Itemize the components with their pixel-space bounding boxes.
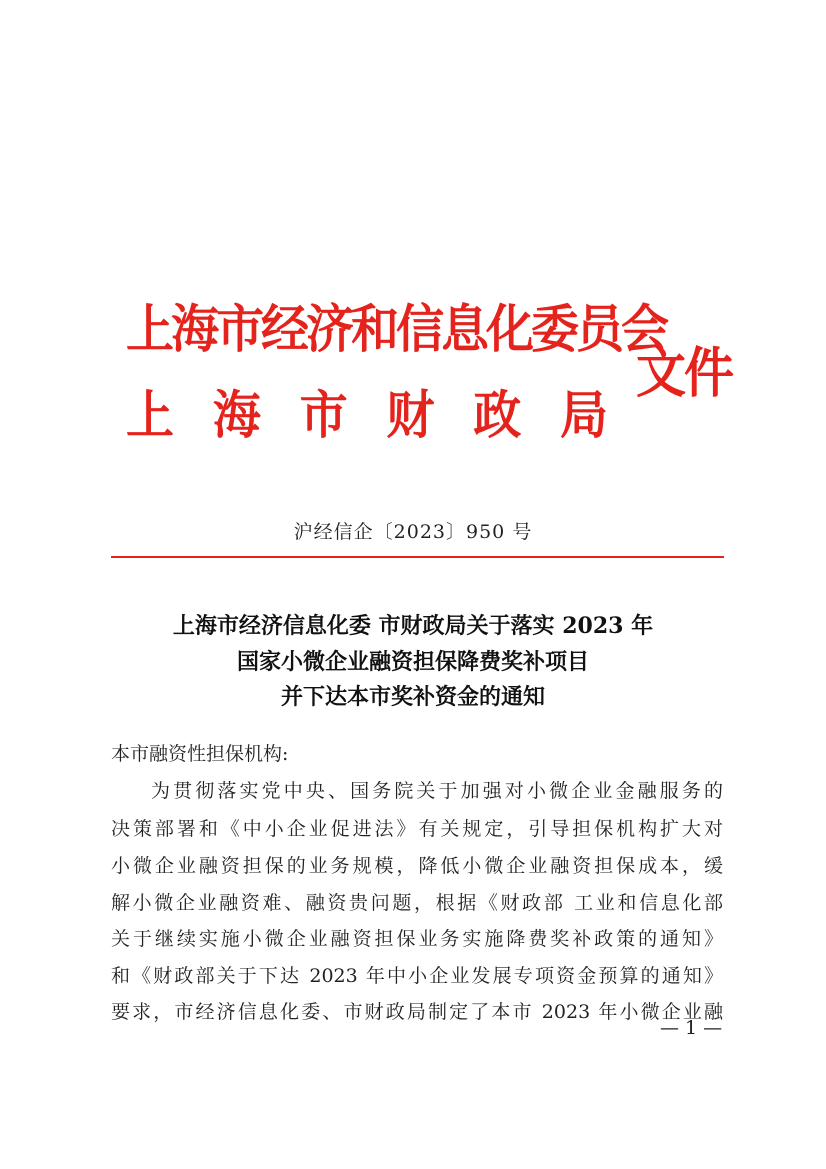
issuer-char: 上 [126, 385, 175, 447]
issuer-finance-bureau [126, 385, 608, 447]
salutation: 本市融资性担保机构: [111, 743, 289, 765]
document-number: 沪经信企〔2023〕950 号 [293, 521, 533, 543]
body-line: 和《财政部关于下达 2023 年中小企业发展专项资金预算的通知》 [111, 965, 723, 987]
issuer-char: 海 [212, 385, 261, 447]
body-line: 决策部署和《中小企业促进法》有关规定，引导担保机构扩大对 [111, 818, 723, 840]
issuer-char: 财 [386, 385, 435, 447]
body-line: 小微企业融资担保的业务规模，降低小微企业融资担保成本，缓 [111, 855, 723, 877]
issuer-char: 局 [559, 385, 608, 447]
body-line: 为贯彻落实党中央、国务院关于加强对小微企业金融服务的 [151, 780, 723, 802]
page-number: — 1 — [660, 1017, 723, 1039]
issuer-char: 政 [473, 385, 522, 447]
notice-title-line-1: 上海市经济信息化委 市财政局关于落实 2023 年 [172, 613, 654, 639]
document-suffix: 文件 [636, 340, 732, 405]
issuer-economy-commission: 上海市经济和信息化委员会 [126, 299, 667, 361]
notice-title-line-3: 并下达本市奖补资金的通知 [280, 684, 545, 710]
issuer-char: 市 [299, 385, 348, 447]
notice-title-line-2: 国家小微企业融资担保降费奖补项目 [236, 649, 589, 675]
body-line: 要求，市经济信息化委、市财政局制定了本市 2023 年小微企业融 [111, 1001, 723, 1023]
body-line: 解小微企业融资难、融资贵问题，根据《财政部 工业和信息化部 [111, 892, 723, 914]
header-divider [111, 556, 724, 558]
body-line: 关于继续实施小微企业融资担保业务实施降费奖补政策的通知》 [111, 928, 723, 950]
